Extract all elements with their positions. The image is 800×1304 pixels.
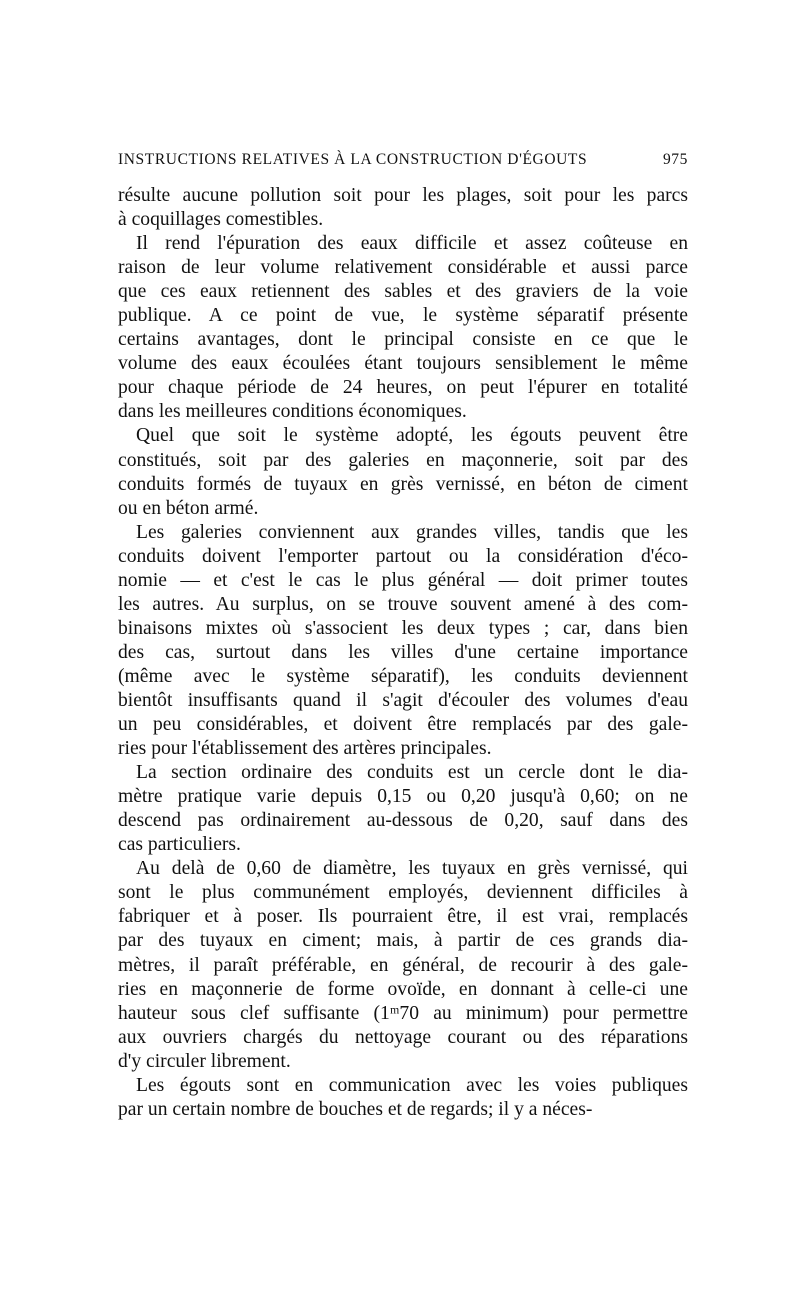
text-line: hauteur sous clef suffisante (1ᵐ70 au minimum) pour permettre bbox=[118, 1002, 688, 1024]
text-line: conduits doivent l'emporter partout ou la considération d'éco- bbox=[118, 545, 688, 567]
text-line: à coquillages comestibles. bbox=[118, 209, 324, 231]
paragraph bbox=[118, 521, 688, 761]
text-line: aux ouvriers chargés du nettoyage courant ou des réparations bbox=[118, 1026, 688, 1048]
text-line: descend pas ordinairement au-dessous de 0,20, sauf dans des bbox=[118, 810, 688, 832]
paragraph bbox=[118, 424, 688, 520]
text-line: ries pour l'établissement des artères principales. bbox=[118, 738, 492, 760]
text-line: Au delà de 0,60 de diamètre, les tuyaux en grès vernissé, qui bbox=[136, 858, 688, 880]
text-line: raison de leur volume relativement considérable et aussi parce bbox=[118, 257, 688, 279]
text-line: pour chaque période de 24 heures, on peut l'épurer en totalité bbox=[118, 377, 688, 399]
text-line: d'y circuler librement. bbox=[118, 1050, 291, 1072]
text-line: sont le plus communément employés, deviennent difficiles à bbox=[118, 882, 688, 904]
text-line: Quel que soit le système adopté, les égouts peuvent être bbox=[136, 425, 688, 447]
text-line: par un certain nombre de bouches et de regards; il y a néces- bbox=[118, 1098, 593, 1120]
text-line: publique. A ce point de vue, le système séparatif présente bbox=[118, 305, 688, 327]
text-line: par des tuyaux en ciment; mais, à partir de ces grands dia- bbox=[118, 930, 688, 952]
text-line: des cas, surtout dans les villes d'une certaine importance bbox=[118, 641, 688, 663]
text-line: Les égouts sont en communication avec les voies publiques bbox=[136, 1074, 688, 1096]
paragraph bbox=[118, 761, 688, 857]
text-line: ou en béton armé. bbox=[118, 497, 259, 519]
paragraph bbox=[118, 232, 688, 424]
text-line: bientôt insuffisants quand il s'agit d'écouler des volumes d'eau bbox=[118, 689, 688, 711]
running-head bbox=[118, 148, 688, 172]
text-line: Il rend l'épuration des eaux difficile et assez coûteuse en bbox=[136, 233, 688, 255]
running-head-title: INSTRUCTIONS RELATIVES À LA CONSTRUCTION D'ÉGOUTS bbox=[118, 151, 588, 168]
paragraph bbox=[118, 857, 688, 1073]
text-line: ries en maçonnerie de forme ovoïde, en donnant à celle-ci une bbox=[118, 978, 688, 1000]
text-line: mètre pratique varie depuis 0,15 ou 0,20 jusqu'à 0,60; on ne bbox=[118, 786, 688, 808]
text-line: binaisons mixtes où s'associent les deux types ; car, dans bien bbox=[118, 617, 688, 639]
text-line: fabriquer et à poser. Ils pourraient être, il est vrai, remplacés bbox=[118, 906, 688, 928]
text-line: certains avantages, dont le principal consiste en ce que le bbox=[118, 329, 688, 351]
text-line: conduits formés de tuyaux en grès vernissé, en béton de ciment bbox=[118, 473, 688, 495]
paragraph bbox=[118, 1074, 688, 1122]
text-line: mètres, il paraît préférable, en général, de recourir à des gale- bbox=[118, 954, 688, 976]
text-line: un peu considérables, et doivent être remplacés par des gale- bbox=[118, 714, 688, 736]
text-line: cas particuliers. bbox=[118, 834, 241, 856]
text-line: les autres. Au surplus, on se trouve souvent amené à des com- bbox=[118, 593, 688, 615]
text-line: nomie — et c'est le cas le plus général — doit primer toutes bbox=[118, 569, 688, 591]
page-number: 975 bbox=[662, 151, 688, 168]
text-line: La section ordinaire des conduits est un cercle dont le dia- bbox=[136, 762, 688, 784]
text-line: que ces eaux retiennent des sables et des graviers de la voie bbox=[118, 281, 688, 303]
paragraph bbox=[118, 184, 688, 232]
text-line: (même avec le système séparatif), les conduits deviennent bbox=[118, 665, 688, 687]
text-line: résulte aucune pollution soit pour les plages, soit pour les parcs bbox=[118, 185, 688, 206]
text-line: dans les meilleures conditions économiques. bbox=[118, 401, 467, 423]
book-page bbox=[118, 148, 688, 1122]
body-text bbox=[118, 184, 688, 1122]
text-line: Les galeries conviennent aux grandes villes, tandis que les bbox=[136, 521, 688, 543]
text-line: constitués, soit par des galeries en maçonnerie, soit par des bbox=[118, 449, 688, 471]
text-line: volume des eaux écoulées étant toujours sensiblement le même bbox=[118, 353, 688, 375]
